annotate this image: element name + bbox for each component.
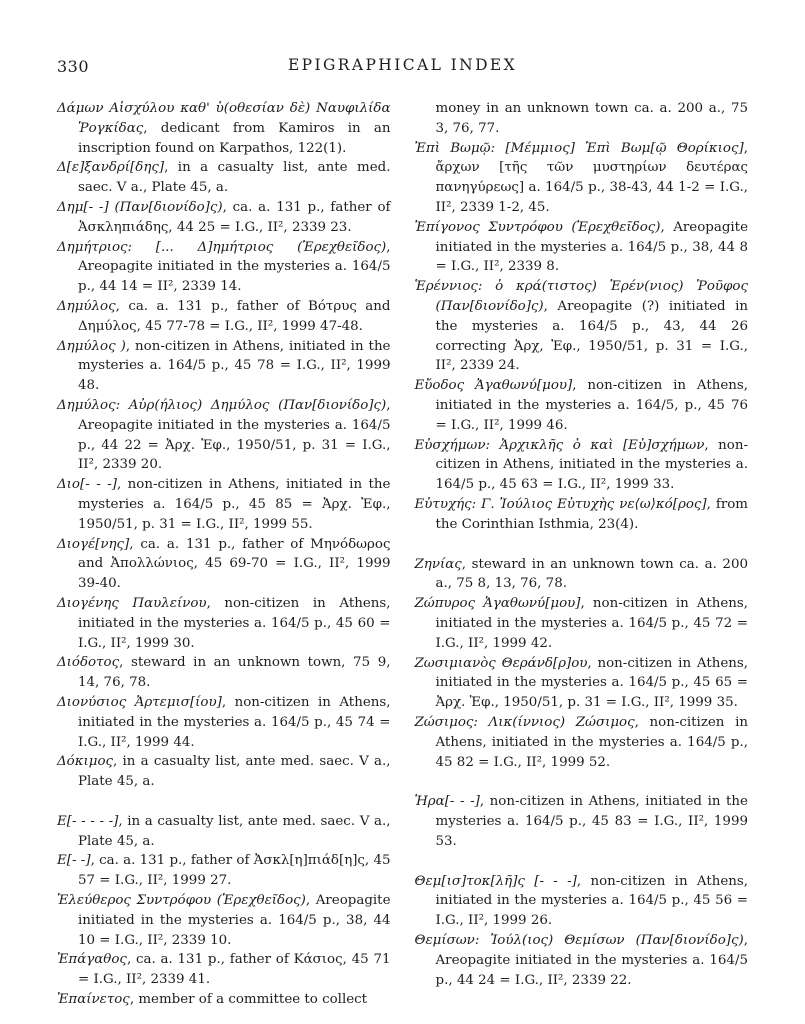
index-entry bbox=[57, 990, 391, 1010]
entry-text: , non-citizen in Athens, initiated in the mysteries a. 164/5 p., 45 56 = I.G., II², 1999 26. bbox=[435, 873, 748, 929]
entry-text: , ἄρχων [τῆς τῶν μυστηρίων δευτέρας πανηγύρεως] a. 164/5 p., 38-43, 44 1-2 = I.G., II², 2339 1-2, 45. bbox=[435, 140, 748, 215]
entry-text: , in a casualty list, ante med. saec. V a., Plate 45, a. bbox=[78, 813, 391, 849]
entry-headword: Ἑρέννιος: ὁ κρά(τιστος) Ἑρέν(νιος) Ῥοῦφος (Παν[διονίδο]ς) bbox=[414, 279, 748, 314]
entry-text: , non-citizen in Athens, initiated in the mysteries a. 164/5 p., 45 65 = Ἀρχ. Ἐφ., 1950/51, p. 31 = I.G., II², 1999 35. bbox=[435, 655, 748, 711]
entry-text: , steward in an unknown town ca. a. 200 a., 75 8, 13, 76, 78. bbox=[435, 556, 748, 592]
index-entry bbox=[415, 495, 749, 535]
entry-headword: Δημύλος: Αὐρ(ήλιος) Δημύλος (Παν[διονίδο]ς) bbox=[57, 397, 387, 413]
entry-headword: Δάμων Αἰσχύλου καθ' ὑ(οθεσίαν δὲ) Ναυφιλίδα Ῥογκίδας bbox=[57, 101, 391, 136]
entry-text: , Areopagite initiated in the mysteries a. 164/5 p., 44 14 = II², 2339 14. bbox=[78, 239, 391, 295]
index-entry bbox=[57, 653, 391, 693]
entry-text: , Areopagite (?) initiated in the mysteries a. 164/5 p., 43, 44 26 correcting Ἀρχ, Ἐφ., 1950/51, p. 31 = I.G., II², 2339 24. bbox=[435, 298, 748, 374]
entry-text: , non-citizen in Athens, initiated in the mysteries a. 164/5 p., 45 82 = I.G., II², 1999 52. bbox=[435, 714, 748, 770]
index-entry bbox=[57, 337, 391, 396]
entry-text: , Areopagite initiated in the mysteries a. 164/5 p., 44 24 = I.G., II², 2339 22. bbox=[435, 933, 748, 988]
index-entry bbox=[57, 396, 391, 475]
index-entry bbox=[415, 277, 749, 376]
entry-headword: Δημ[- -] (Παν[διονίδο]ς) bbox=[57, 199, 223, 215]
index-column-right bbox=[415, 99, 749, 1010]
index-columns bbox=[57, 99, 748, 1010]
entry-headword: Διογέ[νης] bbox=[57, 536, 130, 552]
entry-headword: Διογένης Παυλείνου bbox=[57, 595, 207, 611]
entry-text: , non-citizen in Athens, initiated in the mysteries a. 164/5 p., 45 74 = I.G., II², 1999 44. bbox=[78, 694, 391, 750]
index-entry bbox=[415, 139, 749, 218]
index-entry bbox=[57, 535, 391, 594]
index-entry bbox=[415, 376, 749, 435]
entry-text: money in an unknown town ca. a. 200 a., 75 3, 76, 77. bbox=[435, 101, 748, 136]
entry-headword: Ζώπυρος Ἀγαθωνύ[μου] bbox=[414, 596, 581, 612]
entry-text: , dedicant from Kamiros in an inscription found on Karpathos, 122(1). bbox=[78, 120, 391, 156]
entry-text: , ca. a. 131 p., father of Βότρυς and Δημύλος, 45 77-78 = I.G., II², 1999 47-48. bbox=[78, 298, 391, 334]
entry-headword: Θεμίσων: Ἰούλ(ιος) Θεμίσων (Παν[διονίδο]ς) bbox=[414, 933, 744, 949]
entry-headword: Θεμ[ισ]τοκ[λῆ]ς [- - -] bbox=[414, 873, 577, 889]
index-column-left bbox=[57, 99, 391, 1010]
entry-headword: Ε[- - - - -] bbox=[57, 813, 119, 829]
entry-text: , ca. a. 131 p., father of Κάσιος, 45 71 = I.G., II², 2339 41. bbox=[78, 952, 391, 988]
entry-headword: Εὔοδος Ἀγαθωνύ[μου] bbox=[414, 378, 573, 394]
entry-text: , steward in an unknown town, 75 9, 14, 76, 78. bbox=[78, 655, 391, 691]
entry-text: , non-citizen in Athens, initiated in the mysteries a. 164/5 p., 45 63 = I.G., II², 1999 33. bbox=[435, 437, 748, 493]
index-entry bbox=[415, 555, 749, 595]
entry-text: , in a casualty list, ante med. saec. V a., Plate 45, a. bbox=[78, 754, 391, 790]
index-entry bbox=[57, 198, 391, 238]
entry-text: , from the Corinthian Isthmia, 23(4). bbox=[435, 496, 748, 532]
entry-text: , non-citizen in Athens, initiated in the mysteries a. 164/5 p., 45 72 = I.G., II², 1999 42. bbox=[435, 596, 748, 651]
index-entry bbox=[57, 99, 391, 158]
index-entry bbox=[415, 654, 749, 713]
entry-headword: Ἐπαίνετος bbox=[57, 992, 130, 1008]
entry-text: , non-citizen in Athens, initiated in the mysteries a. 164/5, p., 45 76 = I.G., II², 1999 46. bbox=[435, 378, 748, 433]
index-entry bbox=[57, 158, 391, 198]
entry-headword: Ἐλεύθερος Συντρόφου (Ἐρεχθεῖδος) bbox=[57, 893, 306, 909]
index-entry bbox=[57, 812, 391, 852]
index-entry bbox=[415, 713, 749, 772]
index-entry bbox=[415, 792, 749, 851]
entry-headword: Δ[ε]ξανδρί[δης] bbox=[57, 160, 165, 176]
entry-text: , ca. a. 131 p., father of Ἀσκληπιάδης, 44 25 = I.G., II², 2339 23. bbox=[78, 199, 391, 235]
entry-headword: Εὐσχήμων: Ἀρχικλῆς ὁ καὶ [Εὐ]σχήμων bbox=[414, 437, 705, 453]
entry-headword: Ἐπὶ Βωμῷ: [Μέμμιος] Ἐπὶ Βωμ[ῷ Θορίκιος] bbox=[414, 140, 744, 156]
entry-headword: Ζηνίας bbox=[414, 556, 462, 572]
entry-text: , non-citizen in Athens, initiated in the mysteries a. 164/5 p., 45 60 = I.G., II², 1999 30. bbox=[78, 595, 391, 651]
index-entry bbox=[57, 693, 391, 752]
page-header bbox=[57, 56, 748, 78]
entry-text: , in a casualty list, ante med. saec. V a., Plate 45, a. bbox=[78, 160, 391, 196]
index-entry bbox=[57, 238, 391, 297]
index-entry bbox=[57, 891, 391, 950]
entry-headword: Δόκιμος bbox=[57, 754, 114, 770]
entry-headword: Δημύλος bbox=[57, 298, 116, 314]
index-entry bbox=[415, 218, 749, 277]
index-entry bbox=[57, 297, 391, 337]
entry-text: , Areopagite initiated in the mysteries a. 164/5 p., 38, 44 8 = I.G., II², 2339 8. bbox=[435, 219, 748, 275]
entry-headword: Ζωσιμιανὸς Θεράνδ[ρ]ου bbox=[414, 655, 588, 671]
entry-text: , Areopagite initiated in the mysteries a. 164/5 p., 38, 44 10 = I.G., II², 2339 10. bbox=[78, 893, 391, 948]
entry-headword: Διονύσιος Ἀρτεμισ[ίου] bbox=[57, 694, 222, 710]
entry-text: , non-citizen in Athens, initiated in the mysteries a. 164/5 p., 45 78 = I.G., II², 1999 48. bbox=[78, 338, 391, 394]
entry-text: , ca. a. 131 p., father of Μηνόδωρος and Ἀπολλώνιος, 45 69-70 = I.G., II², 1999 39-40. bbox=[78, 536, 391, 592]
index-entry bbox=[415, 872, 749, 931]
index-entry bbox=[57, 851, 391, 891]
index-entry bbox=[57, 475, 391, 534]
entry-text: , ca. a. 131 p., father of Ἀσκλ[η]πιάδ[η]ς, 45 57 = I.G., II², 1999 27. bbox=[78, 853, 391, 889]
entry-text: , Areopagite initiated in the mysteries a. 164/5 p., 44 22 = Ἀρχ. Ἐφ., 1950/51, p. 31 = I.G., II², 2339 20. bbox=[78, 397, 391, 473]
entry-headword: Ἐπίγονος Συντρόφου (Ἐρεχθεῖδος) bbox=[414, 219, 661, 235]
index-entry-continuation bbox=[415, 99, 749, 139]
page-number: 330 bbox=[57, 57, 90, 76]
index-entry bbox=[415, 594, 749, 653]
entry-text: , member of a committee to collect bbox=[129, 992, 368, 1008]
entry-text: , non-citizen in Athens, initiated in the mysteries a. 164/5 p., 45 83 = I.G., II², 1999 53. bbox=[435, 794, 748, 849]
index-entry bbox=[57, 594, 391, 653]
index-entry bbox=[415, 931, 749, 990]
entry-headword: Ἐπάγαθος bbox=[57, 952, 127, 968]
entry-headword: Ζώσιμος: Λικ(ίννιος) Ζώσιμος bbox=[414, 714, 635, 730]
entry-headword: Δημήτριος: [... Δ]ημήτριος (Ἐρεχθεῖδος) bbox=[57, 239, 387, 255]
entry-headword: Διόδοτος bbox=[57, 655, 120, 671]
entry-headword: Δημύλος ) bbox=[57, 338, 126, 354]
entry-headword: Εὐτυχής: Γ. Ἰούλιος Εὐτυχὴς νε⟨ω⟩κό[ρος] bbox=[414, 496, 707, 512]
entry-headword: Ε[- -] bbox=[57, 853, 91, 869]
entry-headword: Διο[- - -] bbox=[57, 477, 117, 493]
index-entry bbox=[57, 950, 391, 990]
entry-text: , non-citizen in Athens, initiated in the mysteries a. 164/5 p., 45 85 = Ἀρχ. Ἐφ., 1950/51, p. 31 = I.G., II², 1999 55. bbox=[78, 477, 391, 532]
page-title: EPIGRAPHICAL INDEX bbox=[287, 56, 518, 74]
index-entry bbox=[57, 752, 391, 792]
entry-headword: Ἡρα[- - -] bbox=[414, 794, 480, 810]
index-entry bbox=[415, 436, 749, 495]
